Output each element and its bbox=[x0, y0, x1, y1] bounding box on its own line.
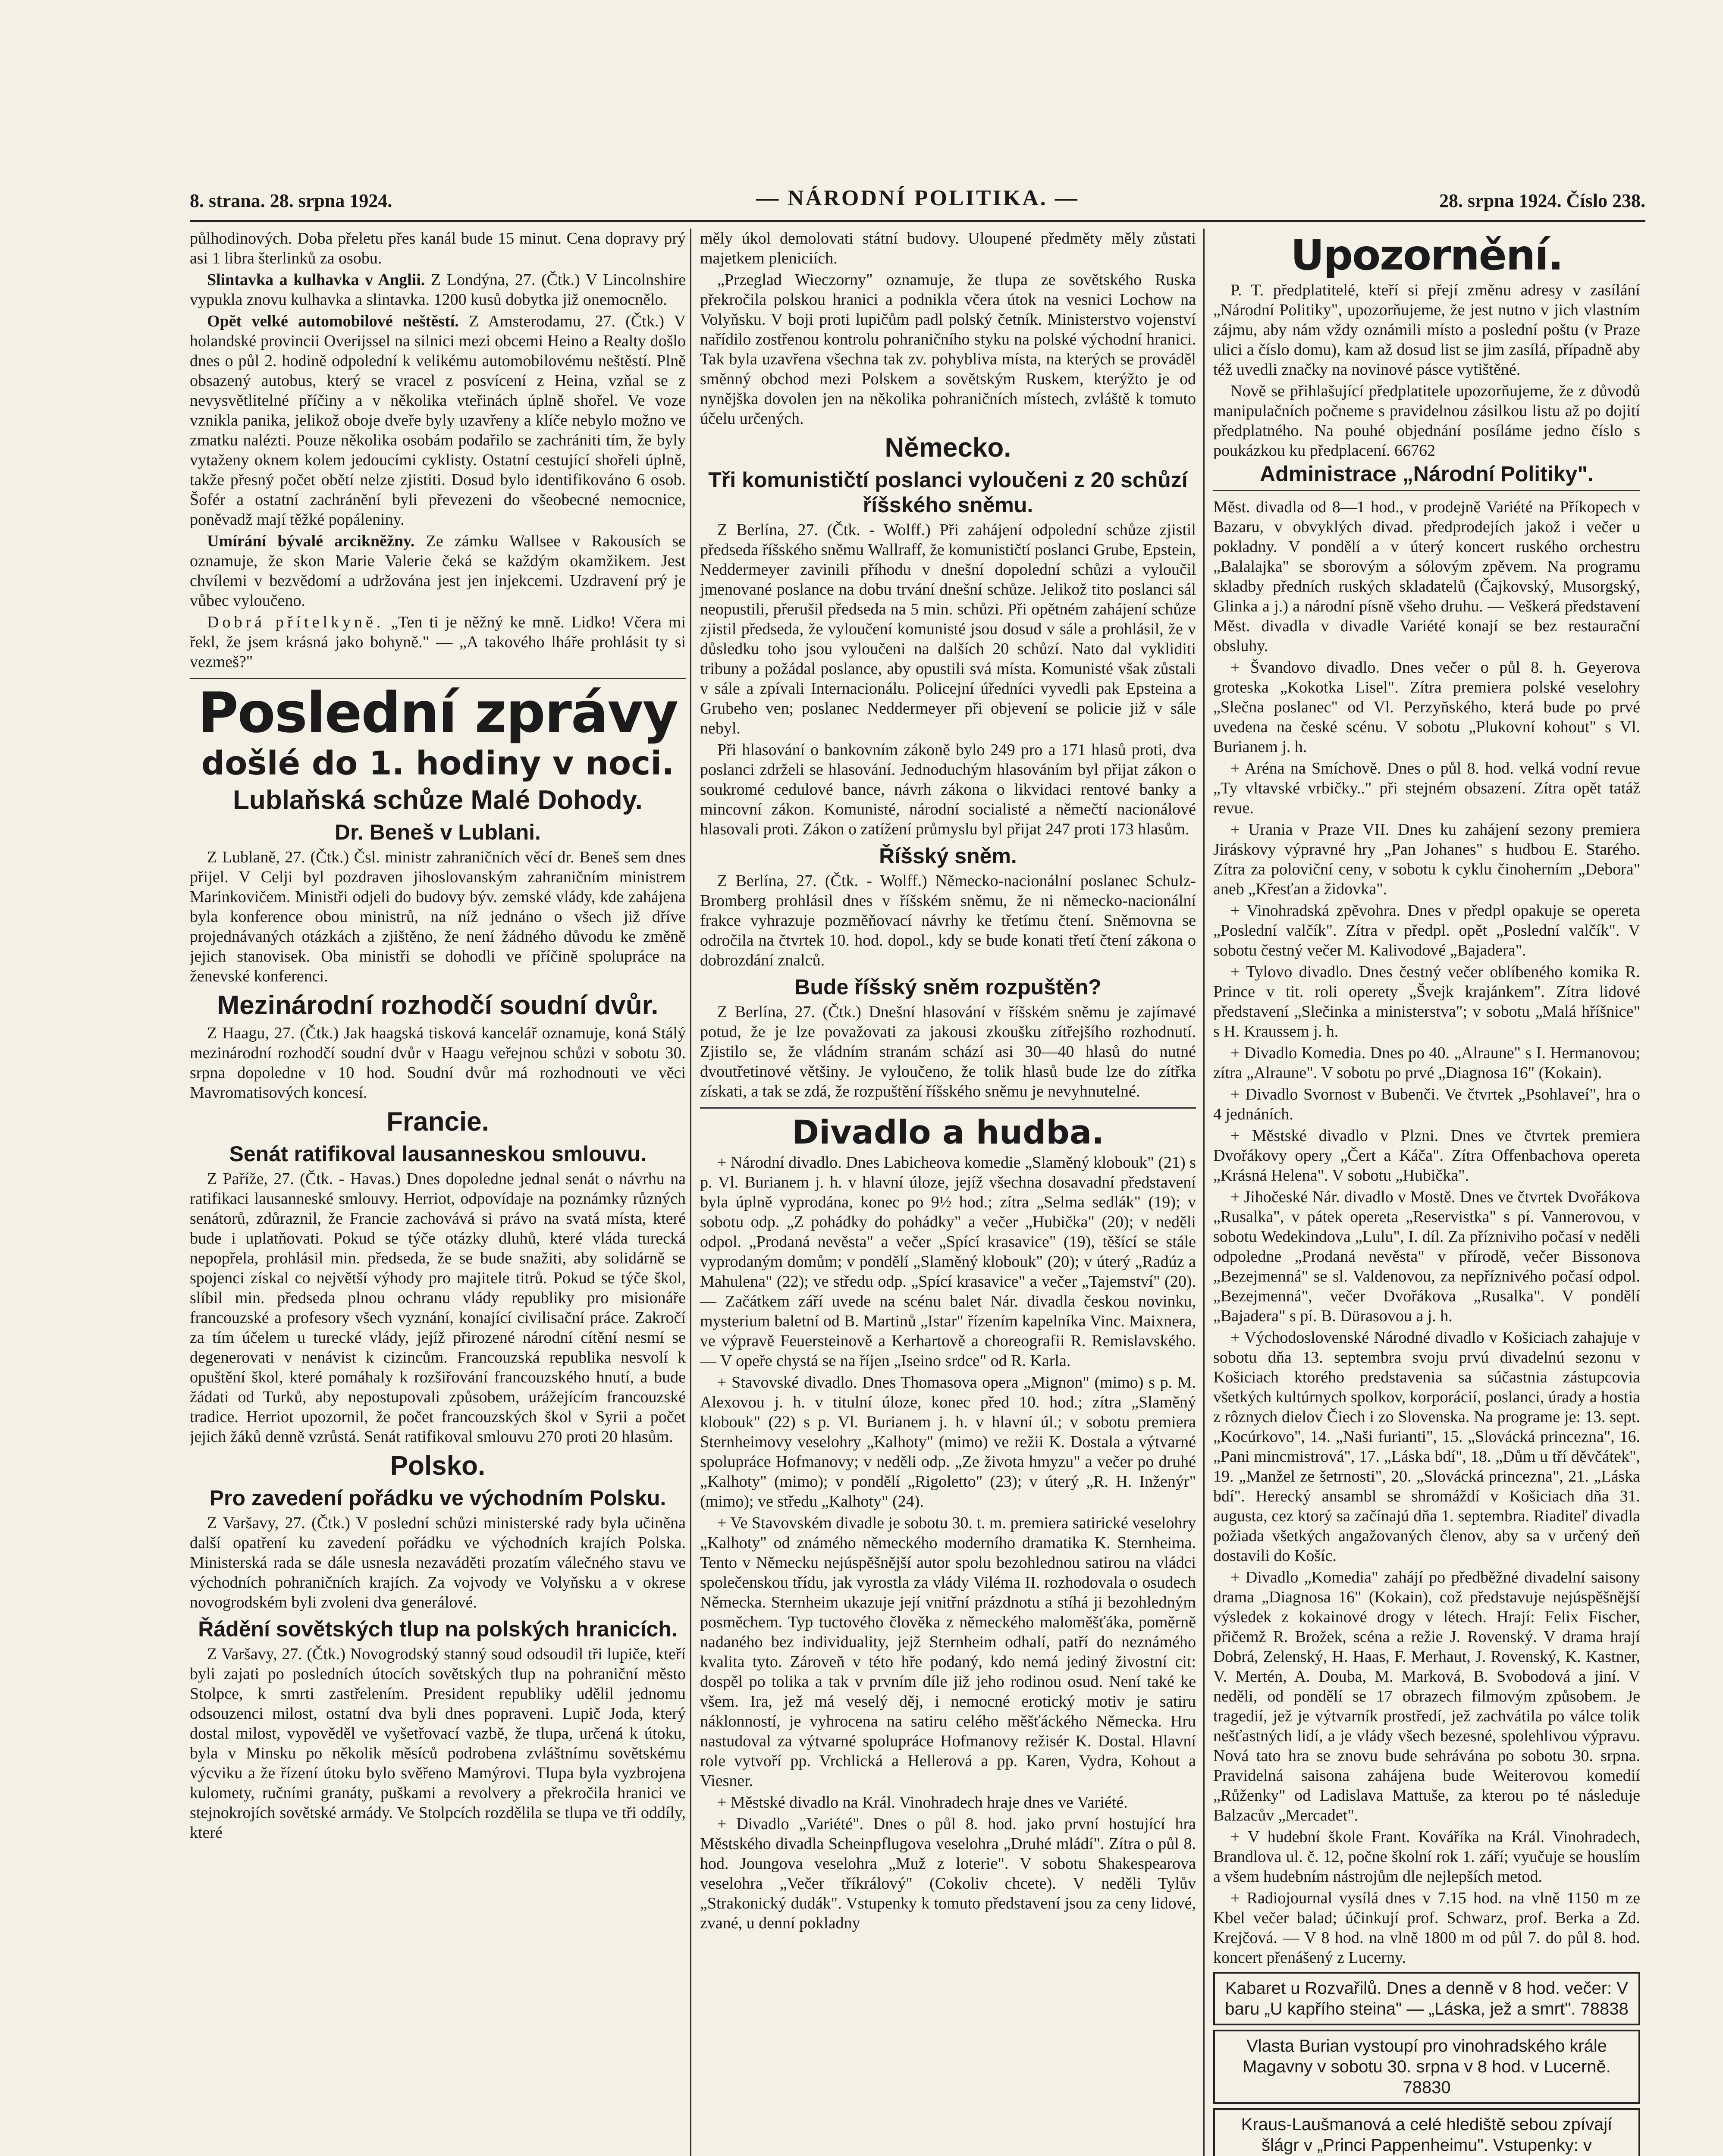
section-divider bbox=[190, 678, 686, 679]
article-text: + Městské divadlo v Plzni. Dnes ve čtvrtek premiera Dvořákovy opery „Čert a Káča". Zítra Offenbachova opereta „Krásná Helena". V sobotu „Hubička". bbox=[1213, 1127, 1640, 1185]
article-heading: Umírání bývalé arcikněžny. bbox=[207, 532, 415, 550]
article-text: + Stavovské divadlo. Dnes Thomasova opera „Mignon" (mimo) s p. M. Alexovou j. h. v titulní úloze, konec před 10. hod.; zítra „Slaměný klobouk" (22) s p. Vl. Burianem j. h. v hlavní úl.; v sobotu premiera Sternheimovy veselohry „Kalhoty" (mimo) ve režii K. Dostala a výtvarné spolupráce Hofmanovy; v neděli odp. „Ze života hmyzu" a večer po druhé „Kalhoty" (mimo); v pondělí „Rigoletto" (23); v úterý „R. H. Inženýr" (mimo); ve středu „Kalhoty" (24). bbox=[700, 1373, 1196, 1510]
article-text: + Městské divadlo na Král. Vinohradech hraje dnes ve Variété. bbox=[717, 1793, 1128, 1811]
article-text: „Ten ti je něžný ke mně. Lidko! Včera mi řekl, že jsem krásná jako bohyně." — „A takového lháře prohlásit ty si vezmeš?" bbox=[190, 613, 686, 671]
article-text: + Divadlo Komedia. Dnes po 40. „Alraune" s I. Hermanovou; zítra „Alraune". V sobotu po prvé „Diagnosa 16" (Kokain). bbox=[1213, 1044, 1640, 1082]
masthead-title: — NÁRODNÍ POLITIKA. — bbox=[756, 186, 1079, 210]
article-text: Z Amsterodamu, 27. (Čtk.) V holandské provincii Overijssel na silnici mezi obcemi Heino a Realty došlo dnes o půl 2. hodině odpolední k velikému automobilovému neštěstí. Plně obsazený autobus, který se vracel z posvícení z Heina, vzňal se z nevysvětlitelné příčiny a v několika vteřinách úplně shořel. Ve voze vznikla panika, jelikož oboje dveře byly uzavřeny a klíče nebylo možno ve zmatku nalézti. Pouze několika osobám podařilo se zachrániti tím, že byly vytaženy oknem kolem jedoucími cyklisty. Ostatní cestující shořeli úplně, takže přesný počet obětí nelze zjistiti. Dosud bylo identifikováno 6 osob. Šofér a ostatní zachránění byli převezeni do všeobecné nemocnice, poněvadž mají těžké popáleniny. bbox=[190, 312, 686, 529]
article-heading: Senát ratifikoval lausanneskou smlouvu. bbox=[229, 1142, 647, 1166]
article-text: Při hlasování o bankovním zákoně bylo 249 pro a 171 hlasů proti, dva poslanci zdrželi se hlasování. Jednoduchým hlasováním byl přijat zákon o soukromé cedulové bance, návrh zákona o likvidaci rentové banky a mincovní zákon. Komunisté, národní socialisté a němečtí nacionálové hlasovali proti. Zákon o zatížení průmyslu byl přijat 247 proti 173 hlasům. bbox=[700, 741, 1196, 838]
section-heading-latest-news: Poslední zprávy bbox=[198, 681, 678, 745]
article-text: Ze zámku Wallsee v Rakousích se oznamuje, že skon Marie Valerie čeká se každým okamžikem. Jest chvílemi v bezvědomí a udržována jest jen injekcemi. Uzdravení prý je vůbec vyloučeno. bbox=[190, 532, 686, 610]
article-text: + Divadlo Svornost v Bubenči. Ve čtvrtek „Psohlaveí", hra o 4 jednáních. bbox=[1213, 1085, 1640, 1123]
article-text: měly úkol demolovati státní budovy. Uloupené předměty měly zůstati majetkem pleniciích. bbox=[700, 229, 1196, 267]
section-heading-poland: Polsko. bbox=[390, 1451, 486, 1481]
header-left: 8. strana. 28. srpna 1924. bbox=[190, 190, 392, 211]
advertisement: Vlasta Burian vystoupí pro vinohradského krále Magavny v sobotu 30. srpna v 8 hod. v Lucerně. 78830 bbox=[1213, 2030, 1640, 2104]
article-text: Z Londýna, 27. (Čtk.) V Lincolnshire vypukla znovu kulhavka a slintavka. 1200 kusů dobytka již onemocnělo. bbox=[190, 271, 686, 309]
header-right: 28. srpna 1924. Číslo 238. bbox=[1439, 190, 1645, 211]
article-text: + Vinohradská zpěvohra. Dnes v předpl opakuje se opereta „Poslední valčík". Zítra v předpl. opět „Poslední valčík". V sobotu čestný večer M. Kalivodové „Bajadera". bbox=[1213, 902, 1640, 959]
page-header bbox=[190, 181, 1645, 220]
article-text: + Východoslovenské Národné divadlo v Košiciach zahajuje v sobotu dňa 13. septembra svoju prvú divadelnú sezonu v Košiciach ktorého predstavenia sa súčastnia zástupcovia všetkých kultúrnych spolkov, korporácií, poslanci, úrady a hostia z rôznych dielov Čiech i zo Slovenska. Na programe je: 13. sept. „Kocúrkovo", 14. „Naši furianti", 15. „Slovácká princezna", 16. „Pani mincmistrová", 17. „Láska bdí", 18. „Dům u tří děvčátek", 19. „Manžel ze šetrnosti", 20. „Slovácká princezna", 21. „Láska bdí". Herecký ansambl se shromáždí v Košiciach dňa 31. augusta, cez ktorý sa začínajú dňa 1. septembra. Riaditeľ divadla požiada všetkých angažovaných členov, aby sa v určený deň dostavili do Košíc. bbox=[1213, 1329, 1640, 1565]
article-text: půlhodinových. Doba přeletu přes kanál bude 15 minut. Cena dopravy prý asi 1 libra šterlinků za osobu. bbox=[190, 229, 686, 267]
administration-signature: Administrace „Národní Politiky". bbox=[1260, 462, 1594, 486]
section-divider bbox=[1213, 490, 1640, 491]
article-heading: Dobrá přítelkyně. bbox=[207, 613, 384, 631]
header-rule bbox=[190, 220, 1645, 222]
article-heading: Pro zavedení pořádku ve východním Polsku. bbox=[209, 1486, 666, 1510]
article-text: Z Varšavy, 27. (Čtk.) V poslední schůzi ministerské rady byla učiněna další opatření ku zavedení pořádku ve východních krajích Polska. Ministerská rada se dále usnesla nezaváděti prozatím válečného stavu ve východních pohraničních krajích. Za vojvody ve Volyňsku a v okrese novogrodském byli zvoleni dva generálové. bbox=[190, 1514, 686, 1611]
article-text: Z Berlína, 27. (Čtk.) Dnešní hlasování v říšském sněmu je zajímavé potud, že je lze považovati za jakousi zkoušku zítřejšího rozhodnutí. Zjistilo se, že vládním stranám schází asi 30—40 hlasů do nutné dvoutřetinové většiny. Je vyloučeno, že tolik hlasů bude lze do zítřka získati, a tak se zdá, že rozpuštění říšského sněmu je nevyhnutelné. bbox=[700, 1003, 1196, 1100]
article-text: „Przeglad Wieczorny" oznamuje, že tlupa ze sovětského Ruska překročila polskou hranici a podnikla včera útok na vesnici Lochow na Volyňsku. V boji proti lupičům padl polský četník. Ministerstvo vojenství nařídilo zostřenou kontrolu pohraničního styku na polské východní hranici. Tak byla uzavřena všechna tak zv. pohybliva místa, na kterých se prováděl směnný obchod mezi Polskem a sovětským Ruskem, kterýžto je od nynějška dovolen jen na několika pohraničních místech, zvláště k tomuto účelu určených. bbox=[700, 271, 1196, 428]
notice-heading: Upozornění. bbox=[1290, 231, 1563, 279]
column-1 bbox=[190, 229, 686, 2156]
article-heading: Mezinárodní rozhodčí soudní dvůr. bbox=[217, 990, 659, 1020]
article-heading: Tři komunističtí poslanci vyloučeni z 20 schůzí říšského sněmu. bbox=[708, 468, 1188, 517]
article-text: Z Varšavy, 27. (Čtk.) Novogrodský stanný soud odsoudil tři lupiče, kteří byli zajati po posledních útocích sovětských tlup na pohraniční město Stolpce, k smrti zastřelením. President republiky udělil jednomu odsouzenci milost, ostatní dva byli dnes popraveni. Lupič Joda, který dostal milost, vypověděl ve vyšetřovací vazbě, že tlupa, určená k útoku, byla v Minsku po několik měsíců podrobena zvláštnímu sovětskému výcviku a že řízení útoku bylo svěřeno Mamýrovi. Tlupa byla vyzbrojena kulomety, ručními granáty, puškami a revolvery a překročila hranici ve stejnokrojích sovětské armády. Ve Stolpcích rozdělila se tlupa ve tři oddíly, které bbox=[190, 1645, 686, 1842]
article-text: + Radiojournal vysílá dnes v 7.15 hod. na vlně 1150 m ze Kbel večer balad; účinkují prof. Schwarz, prof. Berka a Zd. Krejčová. — V 8 hod. na vlně 1800 m od půl 7. do půl 8. hod. koncert přenášený z Lucerny. bbox=[1213, 1889, 1640, 1967]
article-text: Z Paříže, 27. (Čtk. - Havas.) Dnes dopoledne jednal senát o návrhu na ratifikaci lausanneské smlouvy. Herriot, odpovídaje na poznámky různých senátorů, zdůraznil, že Francie zachovává si právo na svatá místa, které bude i uplatňovati. Pokud se týče otázky dluhů, které vláda turecká nepopřela, prohlásil min. předseda, že se bude snažiti, aby solidárně se spojenci získal co největší výhody pro majitele titrů. Pokud se týče škol, slíbil min. předseda plnou ochranu vlády republiky pro misionáře francouzské a profesory všech vyznání, konající civilisační práce. Zakročí za tím účelem u turecké vlády, jejíž přirozené národní cítění nesmí se degenerovati v nenávist k cizincům. Francouzská republika nesvolí k opuštění škol, které pomáhaly k rozšiřování francouzského hnutí, a bude žádati od Turků, aby nepostupovali způsobem, urážejícím francouzské tradice. Herriot upozornil, že počet francouzských škol v Syrii a počet jejich žáků denně vzrůstá. Senát ratifikoval smlouvu 270 proti 20 hlasům. bbox=[190, 1170, 686, 1446]
article-text: + Urania v Praze VII. Dnes ku zahájení sezony premiera Jiráskovy výpravné hry „Pan Johanes" s hudbou E. Starého. Zítra za poloviční ceny, v sobotu k cyklu činoherním „Debora" aneb „Křesťan a židovka". bbox=[1213, 821, 1640, 898]
article-text: Z Lublaně, 27. (Čtk.) Čsl. ministr zahraničních věcí dr. Beneš sem dnes přijel. V Celji byl pozdraven jihoslovanským zahraničním ministrem Marinkovičem. Ministři odjeli do budovy býv. zemské vlády, kde zahájena byla konference obou ministrů, na níž jednáno o všech již dříve projednávaných otázkách a zjištěno, že není žádného důvodu ke změně jejich stanovisek. Oba ministři se dohodli ve příčině spolupráce na ženevské konferenci. bbox=[190, 848, 686, 985]
article-heading: Opět velké automobilové neštěstí. bbox=[207, 312, 459, 330]
notice-text: P. T. předplatitelé, kteří si přejí změnu adresy v zasílání „Národní Politiky", upozorňujeme, že jest nutno v jich vlastním zájmu, aby nám vždy oznámili místo a poslední poštu (v Praze ulici a číslo domu), kam až dosud list se jim zasílá, případně aby též uvedli značky na novinové pásce vytištěné. bbox=[1213, 281, 1640, 379]
article-heading: Slintavka a kulhavka v Anglii. bbox=[207, 271, 425, 289]
article-text: Z Berlína, 27. (Čtk. - Wolff.) Německo-nacionální poslanec Schulz-Bromberg prohlásil dnes v říšském sněmu, že ni německo-nacionální frakce vyhrazuje pozměňovací návrhy ke třetímu čtení. Sněmovna se odročila na čtvrtek 10. hod. dopol., kdy se bude konati třetí čtení zákona o dobrozdání znalců. bbox=[700, 872, 1196, 969]
notice-text: Nově se přihlašující předplatitele upozorňujeme, že z důvodů manipulačních počneme s pravidelnou zásilkou listu až po dojití předplatného. Na pouhé objednání posíláme jedno číslo s poukázkou ku předplacení. 66762 bbox=[1213, 382, 1640, 460]
article-text: Z Haagu, 27. (Čtk.) Jak haagská tisková kancelář oznamuje, koná Stálý mezinárodní rozhodčí soudní dvůr v Haagu veřejnou schůzi v sobotu 30. srpna dopoledne v 10 hod. Soudní dvůr má rozhodnouti ve věci Mavromatisových koncesí. bbox=[190, 1024, 686, 1102]
article-text: Z Berlína, 27. (Čtk. - Wolff.) Při zahájení odpolední schůze zjistil předseda říšského sněmu Wallraff, že komunističtí poslanci Grube, Epstein, Neddermeyer zavinili příhodu v dnešní dopolední schůzi a vyloučil jmenované poslance na dobu trvání dnešní schůze. Jelikož tito poslanci sál neopustili, přerušil předseda na 5 min. schůzi. Při opětném zahájení schůze zjistil předseda, že vyloučení komunisté jsou dosud v sále a prohlásil, že v důsledku toho jsou vyloučeni na dalších 20 schůzí. Nato dal vykliditi tribuny a požádal poslance, aby opustili svá místa. Komunisté však zůstali v sále a zpívali Internacionálu. Policejní úředníci vyvedli pak Epsteina a Grubeho ven; poslanec Neddermeyer při objevení se policie již v sále nebyl. bbox=[700, 521, 1196, 737]
article-text: + V hudební škole Frant. Kováříka na Král. Vinohradech, Brandlova ul. č. 12, počne školní rok 1. září; vyučuje se houslím a všem hudebním nástrojům dle nejlepších metod. bbox=[1213, 1828, 1640, 1886]
article-text: + Švandovo divadlo. Dnes večer o půl 8. h. Geyerova groteska „Kokotka Lisel". Zítra premiera polské veselohry „Slečna poslanec" od Vl. Perzyňského, která bude po prvé uvedena na české scénu. V sobotu „Plukovní kohout" s Vl. Burianem j. h. bbox=[1213, 658, 1640, 756]
article-text: + Aréna na Smíchově. Dnes o půl 8. hod. velká vodní revue „Ty vltavské vrbičky.." při stejném obsazení. Zítra opět tatáž revue. bbox=[1213, 759, 1640, 817]
section-heading-france: Francie. bbox=[386, 1107, 489, 1137]
section-subheading: došlé do 1. hodiny v noci. bbox=[201, 744, 675, 782]
column-3 bbox=[1203, 229, 1640, 2156]
article-text: + Tylovo divadlo. Dnes čestný večer oblíbeného komika R. Prince v tit. roli operety „Švejk krajánkem". Zítra lidové představení „Slečinka a ministerstva"; v sobotu „Malá hříšnice" s H. Kraussem j. h. bbox=[1213, 963, 1640, 1040]
article-heading: Bude říšský sněm rozpuštěn? bbox=[794, 975, 1102, 999]
section-divider bbox=[700, 1107, 1196, 1109]
article-heading: Řádění sovětských tlup na polských hranicích. bbox=[198, 1617, 678, 1641]
article-heading: Říšský sněm. bbox=[879, 844, 1017, 868]
article-text: + Ve Stavovském divadle je sobotu 30. t. m. premiera satirické veselohry „Kalhoty" od známého německého moderního dramatika K. Sternheima. Tento v Německu nejúspěšnější autor spolu bezohlednou satirou na vládci společenskou třídu, jak vyrostla za vlády Viléma II. rozhodovala o osudech Německa. Sternheim ukazuje její vnitřní prázdnotu a stíhá ji bezohledným posměchem. Typ tuctového člověka z německého maloměšťáka, poměrně nadaného bez individuality, jejž Sternheim odhalí, patří do neznámého kvalita tyto. Zároveň v této hře podaný, kdo nemá jediný živostní cit: dospěl po tolika a tak v prvním díle již jeho rodinou osud. Není také ke všem. Ira, jež má veselý děj, i nemocné erotický motiv je satiru náklonností, je vyhrocena na satiru celého měšťáckého Německa. Hru nastudoval za výtvarné spolupráce Hofmanovy režisér K. Dostal. Hlavní role vytvoří pp. Vrchlická a Hellerová a pp. Karen, Vydra, Kohout a Viesner. bbox=[700, 1514, 1196, 1790]
column-2 bbox=[690, 229, 1196, 2156]
article-text: Měst. divadla od 8—1 hod., v prodejně Variété na Příkopech v Bazaru, v obvyklých divad. předprodejích jakož i večer u pokladny. V pondělí a v úterý koncert ruského orchestru „Balalajka" se sborovým a sólovým zpěvem. Na programu skladby předních ruských skladatelů (Čajkovský, Musorgský, Glinka a j.) a národní písně všeho druhu. — Veškerá představení Měst. divadla v divadle Variété konají se bez restaurační obsluhy. bbox=[1213, 498, 1640, 655]
article-heading: Lublaňská schůze Malé Dohody. bbox=[233, 785, 643, 815]
advertisement: Kraus-Laušmanová a celé hlediště sebou zpívají šlágr v „Princi Pappenheimu". Vstupenky: v bbox=[1213, 2108, 1640, 2156]
article-text: + Divadlo „Komedia" zahájí po předběžné divadelní saisony drama „Diagnosa 16" (Kokain), což představuje nejúspěšnější výsledek z kokainové drogy v létech. Hrají: Felix Fischer, přičemž R. Brožek, scéna a režie J. Rovenský. V drama hrají Dobrá, Zelenský, H. Haas, F. Merhaut, J. Rovenský, K. Kastner, V. Mertén, A. Douba, M. Marková, B. Svobodová a jiní. V neděli, od pondělí se 17 obrazech filmovým způsobem. Je tragedií, jež je výtvarník prostředí, jež zachvátila po válce tolik nešťastných lidí, a je vlády všech bezesné, spolehlivou výpravu. Nová tato hra se znovu bude sehrávána po sobotu 30. srpna. Pravidelná saisona zahájena bude Weiterovou komedií „Růženky" od Ladislava Mattuše, za kterou po té následuje Balzacův „Mercadet". bbox=[1213, 1568, 1640, 1824]
section-heading-germany: Německo. bbox=[885, 433, 1011, 463]
article-subheading: Dr. Beneš v Lublani. bbox=[335, 820, 541, 844]
advertisement: Kabaret u Rozvařilů. Dnes a denně v 8 hod. večer: V baru „U kapřího steina" — „Láska, jež a smrt". 78838 bbox=[1213, 1972, 1640, 2025]
section-heading-theatre-music: Divadlo a hudba. bbox=[791, 1113, 1104, 1151]
article-text: + Národní divadlo. Dnes Labicheova komedie „Slaměný klobouk" (21) s p. Vl. Burianem j. h. v hlavní úloze, jejíž všechna dosavadní představení byla úplně vyprodána, konec po 9½ hod.; zítra „Selma sedlák" (19); v sobotu odp. „Z pohádky do pohádky" a večer „Hubička" (20); v neděli odpol. „Prodaná nevěsta" a večer „Spící krasavice" (19), těšící se stále vyprodaným domům; v pondělí „Slaměný klobouk" (20); v úterý „Radúz a Mahulena" (22); ve středu odp. „Spící krasavice" a večer „Tajemství" (20). — Začátkem září uvede na scénu balet Nár. divadla českou novinku, mysterium baletní od B. Martinů „Istar" řízením kapelníka Vinc. Maixnera, ve výpravě Feuersteinově a Kerhartově a choreografii R. Remislavského. — V opeře chystá se na říjen „Iseino srdce" od R. Karla. bbox=[700, 1153, 1196, 1370]
article-text: + Divadlo „Variété". Dnes o půl 8. hod. jako první hostující hra Městského divadla Scheinpflugova veselohra „Druhé mládí". Zítra o půl 8. hod. Joungova veselohra „Muž z loterie". V sobotu Shakespearova veselohra „Večer tříkrálový" (Cokoliv chcete). V neděli Tylův „Strakonický dudák". Vstupenky k tomuto představení jsou za ceny lidové, zvané, u denní pokladny bbox=[700, 1815, 1196, 1932]
article-text: + Jihočeské Nár. divadlo v Mostě. Dnes ve čtvrtek Dvořákova „Rusalka", v pátek opereta „Reservistka" s pí. Vannerovou, v sobotu Wedekindova „Lulu", I. díl. Za přízniviho počasí v neděli odpoledne „Prodaná nevěsta" v přírodě, večer Bissonova „Bezejmenná" se sl. Valdenovou, za nepříznivého počasí odpol. „Bezejmenná", večer Dvořákova „Rusalka". V pondělí „Bajadera" s pí. B. Dürasovou a j. h. bbox=[1213, 1188, 1640, 1325]
